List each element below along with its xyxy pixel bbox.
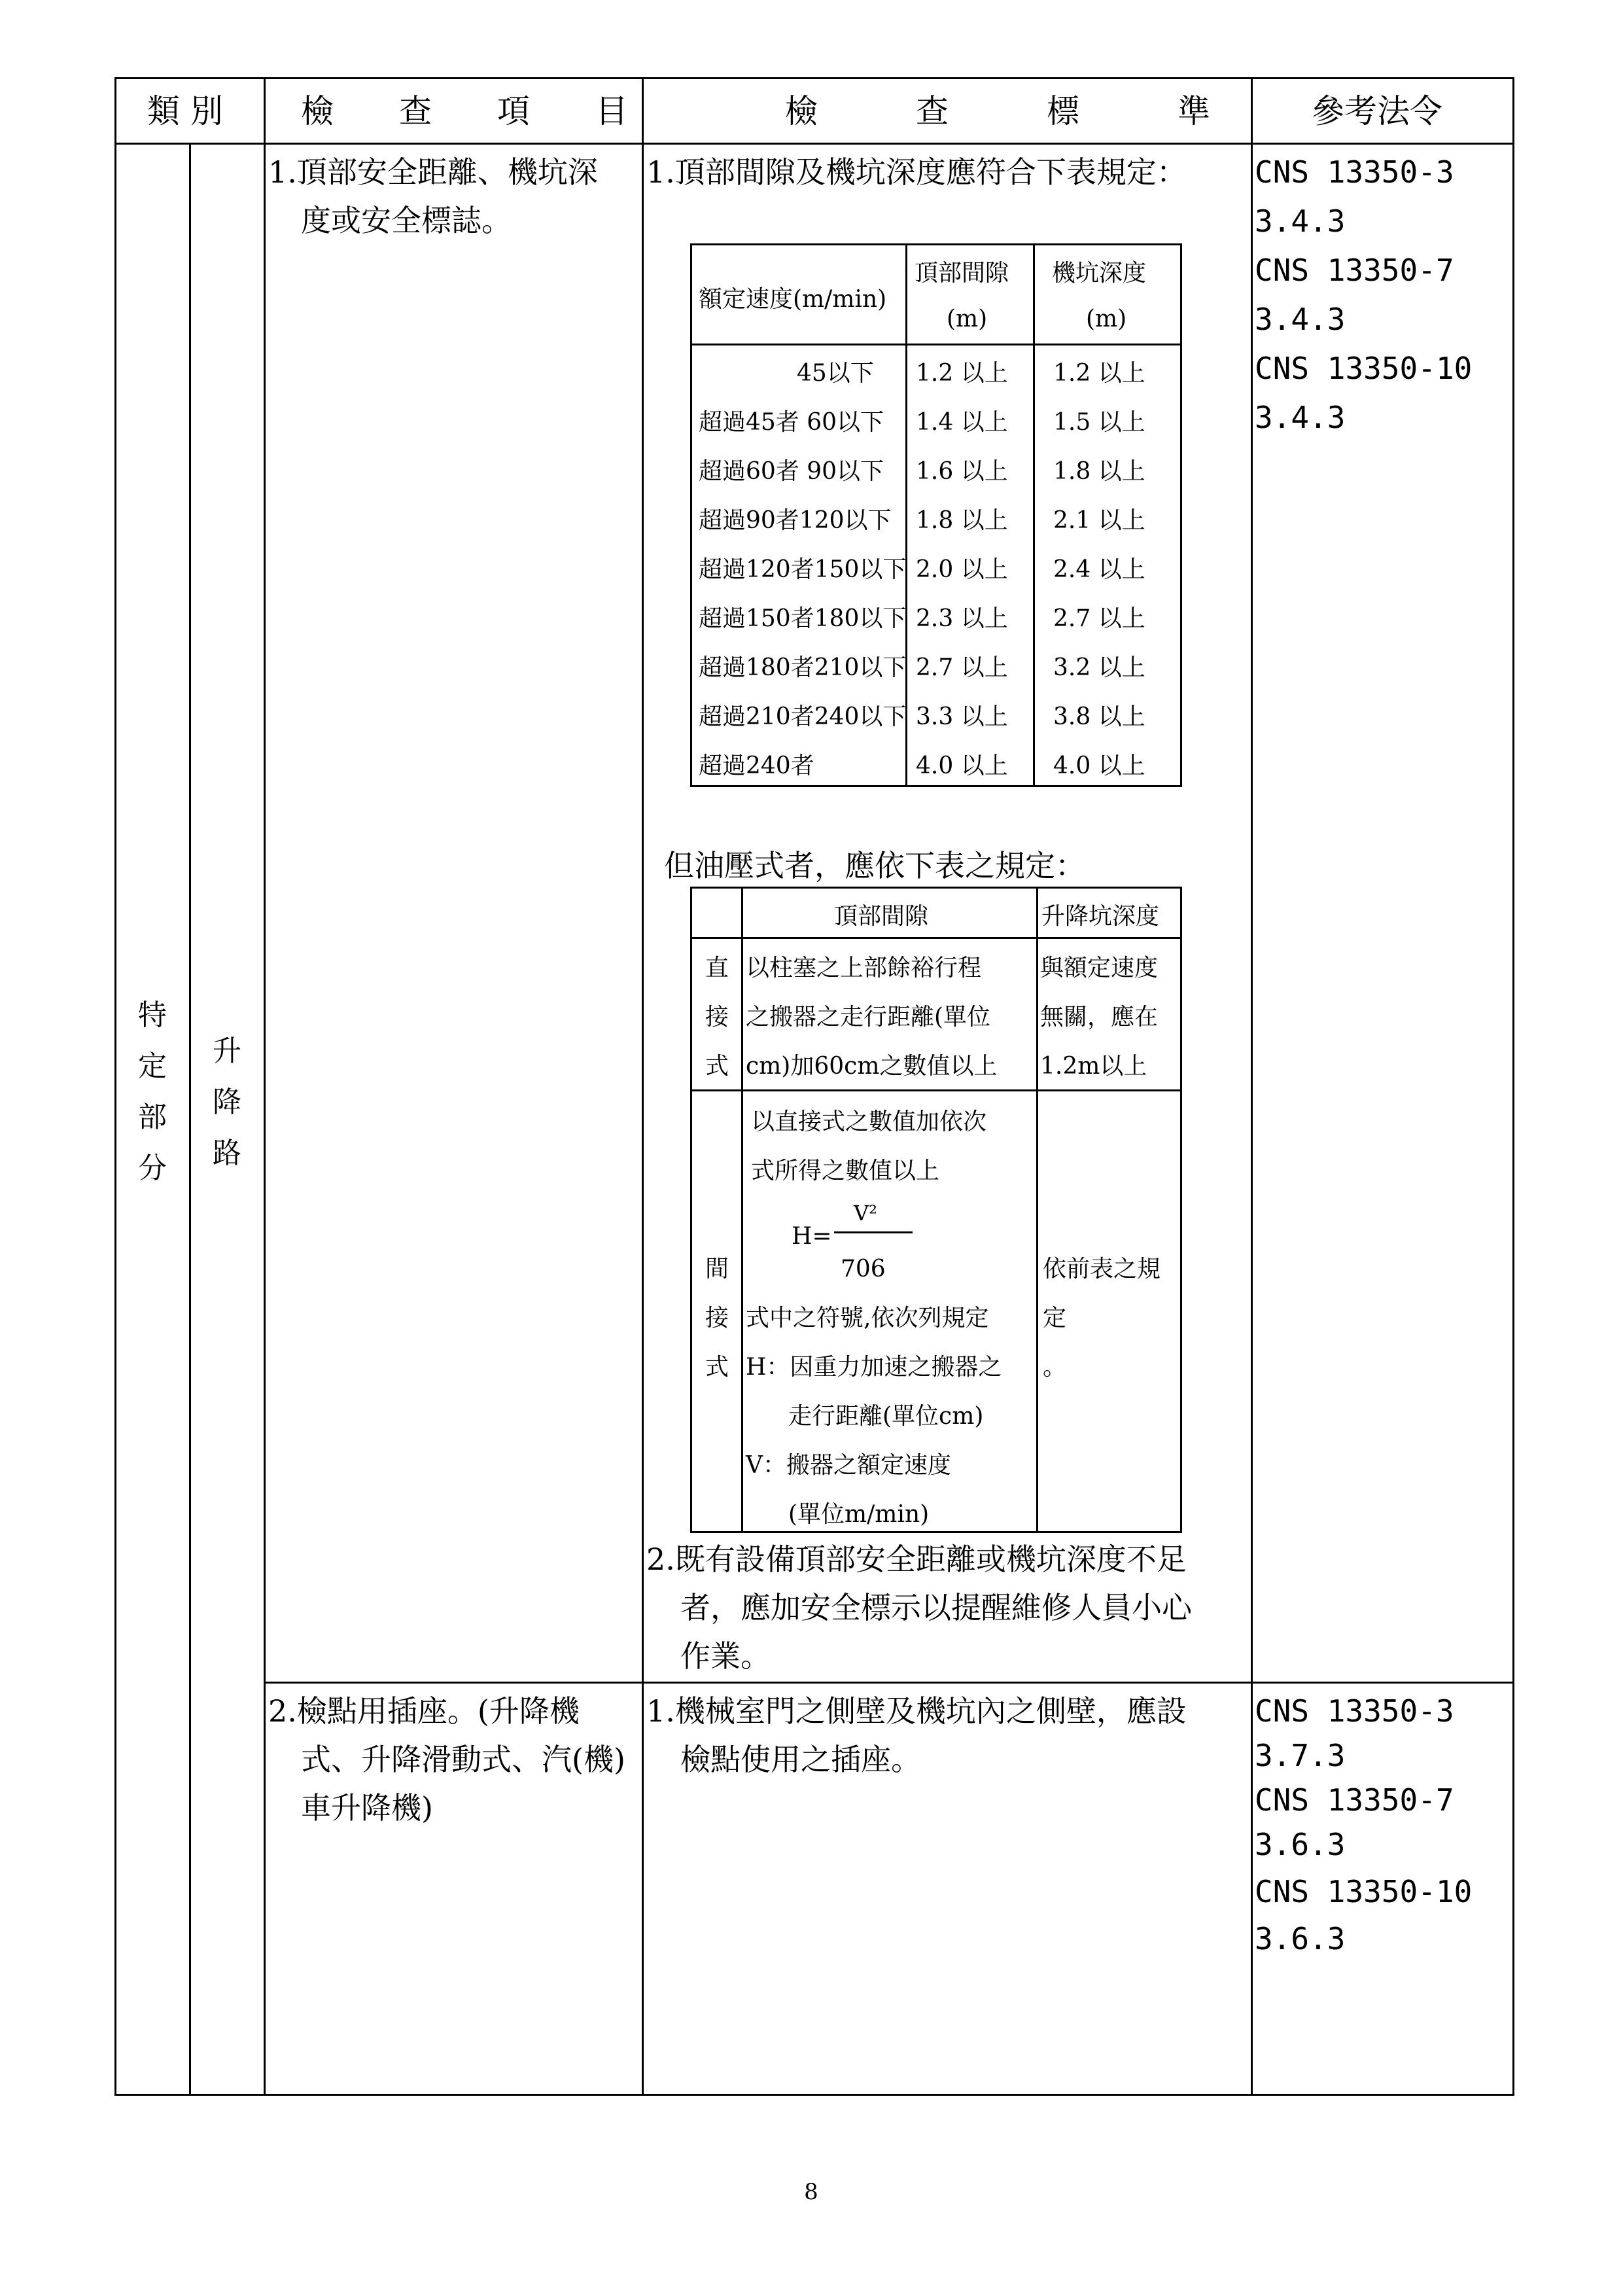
- t2-direct-label: 式: [705, 1053, 729, 1080]
- t1-speed: 45以下: [797, 360, 874, 387]
- t1-speed: 超過90者120以下: [699, 507, 892, 534]
- row1-item-line: 1.頂部安全距離、機坑深: [268, 154, 598, 190]
- t1-top: 2.7 以上: [916, 654, 1008, 681]
- t1-pit: 2.7 以上: [1053, 605, 1145, 632]
- row2-ref: CNS 13350-3: [1255, 1693, 1454, 1729]
- t2-direct-pit: 1.2m以上: [1040, 1053, 1147, 1080]
- t1-pit: 2.1 以上: [1053, 507, 1145, 534]
- t1-top: 1.2 以上: [916, 360, 1008, 387]
- t2-direct-pit: 與額定速度: [1040, 955, 1159, 981]
- t2-indirect-pit: 定: [1043, 1305, 1067, 1332]
- t2-indirect-pit: 依前表之規: [1043, 1256, 1161, 1282]
- category-major-char: 分: [138, 1152, 167, 1185]
- t1-top: 2.0 以上: [916, 556, 1008, 583]
- t2-direct-top: cm)加60cm之數值以上: [746, 1053, 998, 1080]
- page-number: 8: [804, 2179, 818, 2205]
- t2-indirect-top: 以直接式之數值加依次: [751, 1108, 987, 1135]
- row2-ref: CNS 13350-7: [1255, 1782, 1454, 1818]
- t1-head-top-unit: (m): [947, 306, 988, 332]
- row2-std-line: 檢點使用之插座。: [680, 1742, 921, 1777]
- table-border-right: [1512, 77, 1514, 2096]
- t2-indirect-note: H：因重力加速之搬器之: [746, 1354, 1002, 1381]
- row2-item-line: 2.檢點用插座。(升降機: [268, 1693, 580, 1729]
- category-minor-char: 路: [213, 1137, 241, 1170]
- category-major-char: 部: [138, 1101, 167, 1134]
- t1-top: 1.8 以上: [916, 507, 1008, 534]
- row2-ref: 3.7.3: [1255, 1738, 1346, 1773]
- col-divider-2: [642, 77, 644, 2096]
- t2-indirect-label: 間: [705, 1256, 729, 1282]
- t1-top: 1.4 以上: [916, 409, 1008, 436]
- table-border-top: [114, 77, 1514, 79]
- row1-std-item2: 作業。: [680, 1638, 771, 1674]
- t2-head-pit: 升降坑深度: [1041, 903, 1160, 930]
- t2-indirect-pit: 。: [1043, 1354, 1067, 1381]
- t1-pit: 1.2 以上: [1053, 360, 1145, 387]
- t2-indirect-top: 式所得之數值以上: [751, 1157, 940, 1184]
- row2-std-line: 1.機械室門之側壁及機坑內之側壁，應設: [646, 1693, 1187, 1729]
- row1-ref: CNS 13350-3: [1255, 154, 1454, 190]
- t1-pit: 3.8 以上: [1053, 703, 1145, 730]
- category-minor-char: 升: [213, 1034, 241, 1068]
- t2-direct-top: 以柱塞之上部餘裕行程: [746, 955, 982, 981]
- row2-ref: 3.6.3: [1255, 1921, 1346, 1956]
- formula-numerator: V²: [854, 1201, 877, 1226]
- t2-indirect-label: 式: [705, 1354, 729, 1381]
- t1-speed: 超過45者 60以下: [699, 409, 884, 436]
- t1-top: 2.3 以上: [916, 605, 1008, 632]
- row2-ref: CNS 13350-10: [1255, 1874, 1473, 1909]
- t1-pit: 2.4 以上: [1053, 556, 1145, 583]
- category-major-char: 定: [138, 1050, 167, 1083]
- t2-direct-label: 接: [705, 1004, 729, 1031]
- row1-std-item2: 者，應加安全標示以提醒維修人員小心: [680, 1590, 1192, 1625]
- row1-ref: 3.4.3: [1255, 400, 1346, 435]
- t2-direct-label: 直: [705, 955, 729, 981]
- category-major-char: 特: [138, 998, 167, 1032]
- t1-speed: 超過240者: [699, 752, 814, 779]
- t1-speed: 超過120者150以下: [699, 556, 907, 583]
- header-category: 類 別: [147, 92, 223, 130]
- row-divider: [264, 1682, 1514, 1684]
- t1-top: 4.0 以上: [916, 752, 1008, 779]
- col-divider-1: [264, 77, 266, 2096]
- t2-indirect-note: V：搬器之額定速度: [746, 1452, 951, 1479]
- row1-ref: 3.4.3: [1255, 203, 1346, 239]
- row1-std-intro: 1.頂部間隙及機坑深度應符合下表規定：: [646, 154, 1187, 190]
- t2-indirect-note: (單位m/min): [788, 1501, 930, 1528]
- t2-indirect-note: 走行距離(單位cm): [788, 1403, 984, 1430]
- t2-indirect-note: 式中之符號,依次列規定: [746, 1305, 989, 1332]
- t2-head-top: 頂部間隙: [834, 903, 929, 930]
- category-inner-divider: [189, 143, 191, 2096]
- table-border-left: [114, 77, 116, 2096]
- t1-head-speed: 額定速度(m/min): [699, 286, 887, 313]
- t1-speed: 超過180者210以下: [699, 654, 907, 681]
- hydraulic-intro: 但油壓式者，應依下表之規定：: [664, 848, 1085, 883]
- t2-indirect-label: 接: [705, 1305, 729, 1332]
- header-bottom-line: [114, 143, 1514, 145]
- col-divider-3: [1251, 77, 1253, 2096]
- t1-pit: 1.5 以上: [1053, 409, 1145, 436]
- t1-speed: 超過210者240以下: [699, 703, 907, 730]
- row2-item-line: 式、升降滑動式、汽(機): [301, 1742, 625, 1777]
- category-major: [136, 998, 169, 1205]
- row1-ref: CNS 13350-10: [1255, 351, 1473, 386]
- row1-ref: 3.4.3: [1255, 302, 1346, 337]
- t1-pit: 1.8 以上: [1053, 458, 1145, 485]
- formula-denominator: 706: [841, 1256, 886, 1282]
- header-reference: 參考法令: [1312, 92, 1442, 130]
- category-minor-char: 降: [213, 1086, 241, 1119]
- t1-pit: 3.2 以上: [1053, 654, 1145, 681]
- row2-ref: 3.6.3: [1255, 1827, 1346, 1862]
- category-minor: [211, 1034, 243, 1190]
- t2-direct-top: 之搬器之走行距離(單位: [746, 1004, 991, 1031]
- t1-speed: 超過60者 90以下: [699, 458, 884, 485]
- t2-direct-pit: 無關，應在: [1040, 1004, 1159, 1031]
- t1-speed: 超過150者180以下: [699, 605, 907, 632]
- row1-item-line: 度或安全標誌。: [301, 203, 512, 238]
- row2-item-line: 車升降機): [301, 1790, 433, 1826]
- formula-lhs: H=: [792, 1223, 832, 1250]
- t1-head-pit: 機坑深度: [1052, 260, 1147, 287]
- table-border-bottom: [114, 2094, 1514, 2096]
- t1-top: 3.3 以上: [916, 703, 1008, 730]
- header-item: 檢 查 項 目: [301, 92, 628, 130]
- t1-head-top: 頂部間隙: [915, 260, 1009, 287]
- t1-top: 1.6 以上: [916, 458, 1008, 485]
- header-standard: 檢 查 標 準: [785, 92, 1210, 130]
- row1-std-item2: 2.既有設備頂部安全距離或機坑深度不足: [646, 1542, 1187, 1577]
- formula-fraction-bar: [834, 1231, 913, 1233]
- t1-head-pit-unit: (m): [1086, 306, 1127, 332]
- t1-pit: 4.0 以上: [1053, 752, 1145, 779]
- row1-ref: CNS 13350-7: [1255, 253, 1454, 288]
